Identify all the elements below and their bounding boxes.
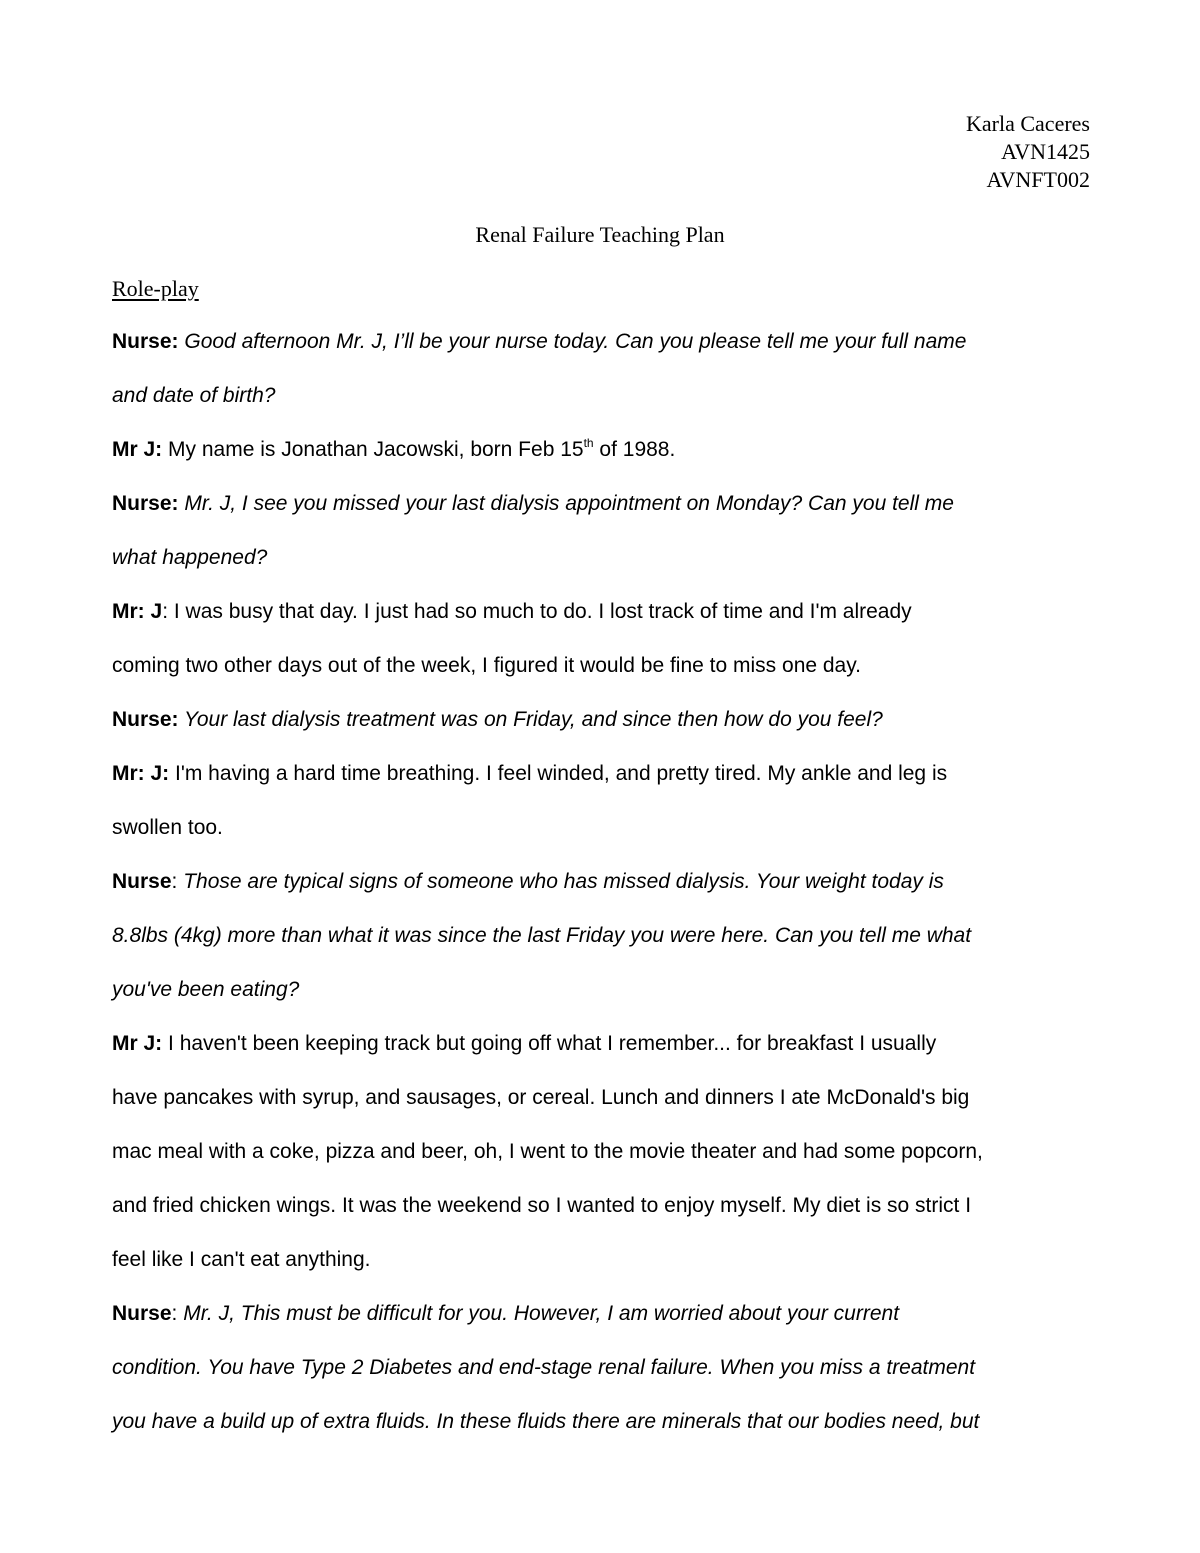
- author-name: Karla Caceres: [966, 111, 1090, 136]
- nurse-speech: Those are typical signs of someone who has missed dialysis. Your weight today is: [177, 870, 944, 893]
- header-block: [966, 110, 1090, 194]
- dialogue-line: [112, 693, 1092, 747]
- dialogue-continuation: [112, 369, 1092, 423]
- dialogue-line: [112, 1287, 1092, 1341]
- dialogue-line: [112, 585, 1092, 639]
- speaker-label: Nurse:: [112, 330, 179, 353]
- course-code: AVN1425: [1001, 139, 1090, 164]
- patient-speech: mac meal with a coke, pizza and beer, oh, I went to the movie theater and had some popcorn,: [112, 1140, 983, 1163]
- nurse-speech: Mr. J, This must be difficult for you. However, I am worried about your current: [177, 1302, 900, 1325]
- dialogue-line: [112, 855, 1092, 909]
- nurse-speech: Your last dialysis treatment was on Friday, and since then how do you feel?: [178, 708, 883, 731]
- dialogue-continuation: [112, 1341, 1092, 1395]
- dialogue-continuation: [112, 963, 1092, 1017]
- nurse-speech: what happened?: [112, 546, 268, 569]
- speaker-label: Nurse: [112, 1302, 172, 1325]
- nurse-speech: Mr. J, I see you missed your last dialysis appointment on Monday? Can you tell me: [178, 492, 954, 515]
- speaker-label: Mr: J:: [112, 762, 170, 785]
- dialogue-continuation: [112, 1233, 1092, 1287]
- document-title: Renal Failure Teaching Plan: [475, 222, 725, 247]
- nurse-speech: 8.8lbs (4kg) more than what it was since the last Friday you were here. Can you tell me what: [112, 924, 972, 947]
- dialogue-continuation: [112, 801, 1092, 855]
- dialogue-continuation: [112, 639, 1092, 693]
- speaker-label: Mr J:: [112, 438, 163, 461]
- dialogue-continuation: [112, 1125, 1092, 1179]
- nurse-speech: you have a build up of extra fluids. In these fluids there are minerals that our bodies need, but: [112, 1410, 980, 1433]
- patient-speech: and fried chicken wings. It was the weekend so I wanted to enjoy myself. My diet is so strict I: [112, 1194, 972, 1217]
- speaker-label: Mr: J: [112, 600, 163, 623]
- ordinal-suffix: th: [583, 436, 594, 450]
- dialogue-continuation: [112, 1395, 1092, 1449]
- dialogue-line: [112, 747, 1092, 801]
- nurse-speech: you've been eating?: [112, 978, 300, 1001]
- speaker-label: Mr J:: [112, 1032, 163, 1055]
- patient-speech: My name is Jonathan Jacowski, born Feb 15: [162, 438, 584, 461]
- patient-speech: of 1988.: [593, 438, 676, 461]
- dialogue: [112, 315, 1092, 1449]
- patient-speech: swollen too.: [112, 816, 223, 839]
- dialogue-continuation: [112, 531, 1092, 585]
- patient-speech: coming two other days out of the week, I figured it would be fine to miss one day.: [112, 654, 862, 677]
- nurse-speech: Good afternoon Mr. J, I’ll be your nurse today. Can you please tell me your full name: [178, 330, 967, 353]
- patient-speech: : I was busy that day. I just had so much to do. I lost track of time and I'm already: [162, 600, 912, 623]
- patient-speech: feel like I can't eat anything.: [112, 1248, 371, 1271]
- patient-speech: have pancakes with syrup, and sausages, or cereal. Lunch and dinners I ate McDonald's big: [112, 1086, 970, 1109]
- speaker-label: Nurse:: [112, 708, 179, 731]
- nurse-speech: condition. You have Type 2 Diabetes and end-stage renal failure. When you miss a treatment: [112, 1356, 976, 1379]
- section-code: AVNFT002: [986, 167, 1090, 192]
- patient-speech: I'm having a hard time breathing. I feel winded, and pretty tired. My ankle and leg is: [169, 762, 948, 785]
- dialogue-line: [112, 423, 1092, 477]
- speaker-label: Nurse:: [112, 492, 179, 515]
- speaker-colon: :: [171, 1302, 178, 1325]
- dialogue-continuation: [112, 909, 1092, 963]
- nurse-speech: and date of birth?: [112, 384, 276, 407]
- dialogue-line: [112, 477, 1092, 531]
- dialogue-continuation: [112, 1071, 1092, 1125]
- speaker-label: Nurse: [112, 870, 172, 893]
- dialogue-line: [112, 315, 1092, 369]
- patient-speech: I haven't been keeping track but going off what I remember... for breakfast I usually: [162, 1032, 937, 1055]
- section-heading: Role-play: [112, 276, 199, 301]
- dialogue-continuation: [112, 1179, 1092, 1233]
- speaker-colon: :: [171, 870, 178, 893]
- dialogue-line: [112, 1017, 1092, 1071]
